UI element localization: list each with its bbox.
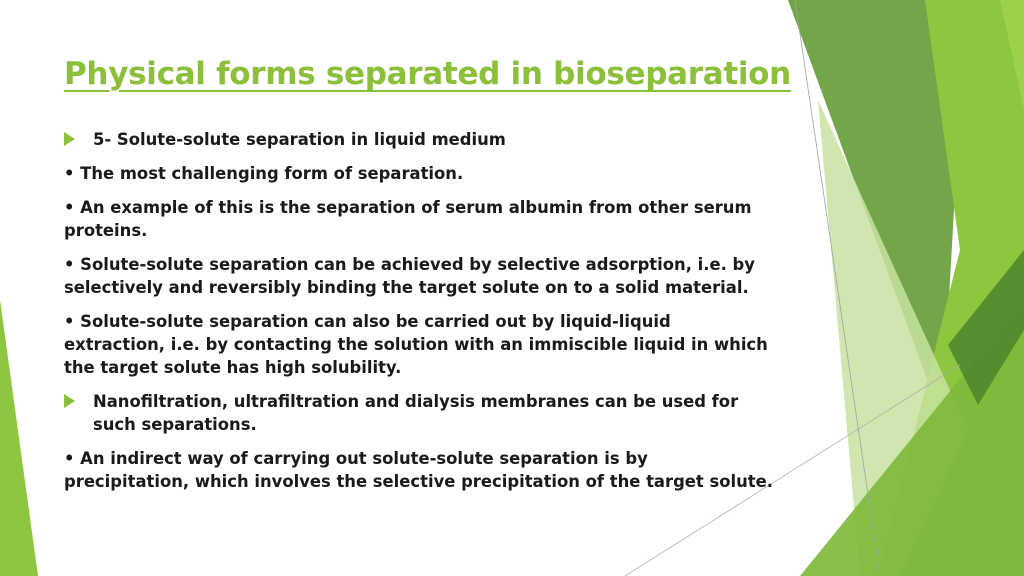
slide-body bbox=[64, 128, 774, 504]
slide-title: Physical forms separated in bioseparation bbox=[64, 56, 791, 92]
arrow-bullet-icon bbox=[64, 394, 75, 408]
paragraph-text: 5- Solute-solute separation in liquid medium bbox=[93, 130, 506, 149]
bullet-liquid-liquid-extraction: • Solute-solute separation can also be carried out by liquid-liquid extraction, i.e. by contacting the solution with an immiscible liquid in which the target solute has high solubility. bbox=[64, 312, 768, 377]
arrow-bullet-icon bbox=[64, 132, 75, 146]
arrow-point-membranes bbox=[64, 390, 774, 436]
left-green-sliver bbox=[0, 300, 38, 576]
bullet-precipitation: • An indirect way of carrying out solute-solute separation is by precipitation, which involves the selective precipitation of the target solute. bbox=[64, 449, 773, 491]
bullet-challenging-form: • The most challenging form of separation. bbox=[64, 164, 464, 183]
paragraph-text: Nanofiltration, ultrafiltration and dialysis membranes can be used for such separations. bbox=[93, 392, 739, 434]
bullet-serum-albumin-example: • An example of this is the separation of serum albumin from other serum proteins. bbox=[64, 198, 752, 240]
bullet-selective-adsorption: • Solute-solute separation can be achieved by selective adsorption, i.e. by selectively and reversibly binding the target solute on to a solid material. bbox=[64, 255, 755, 297]
arrow-point-solute-separation bbox=[64, 128, 774, 151]
